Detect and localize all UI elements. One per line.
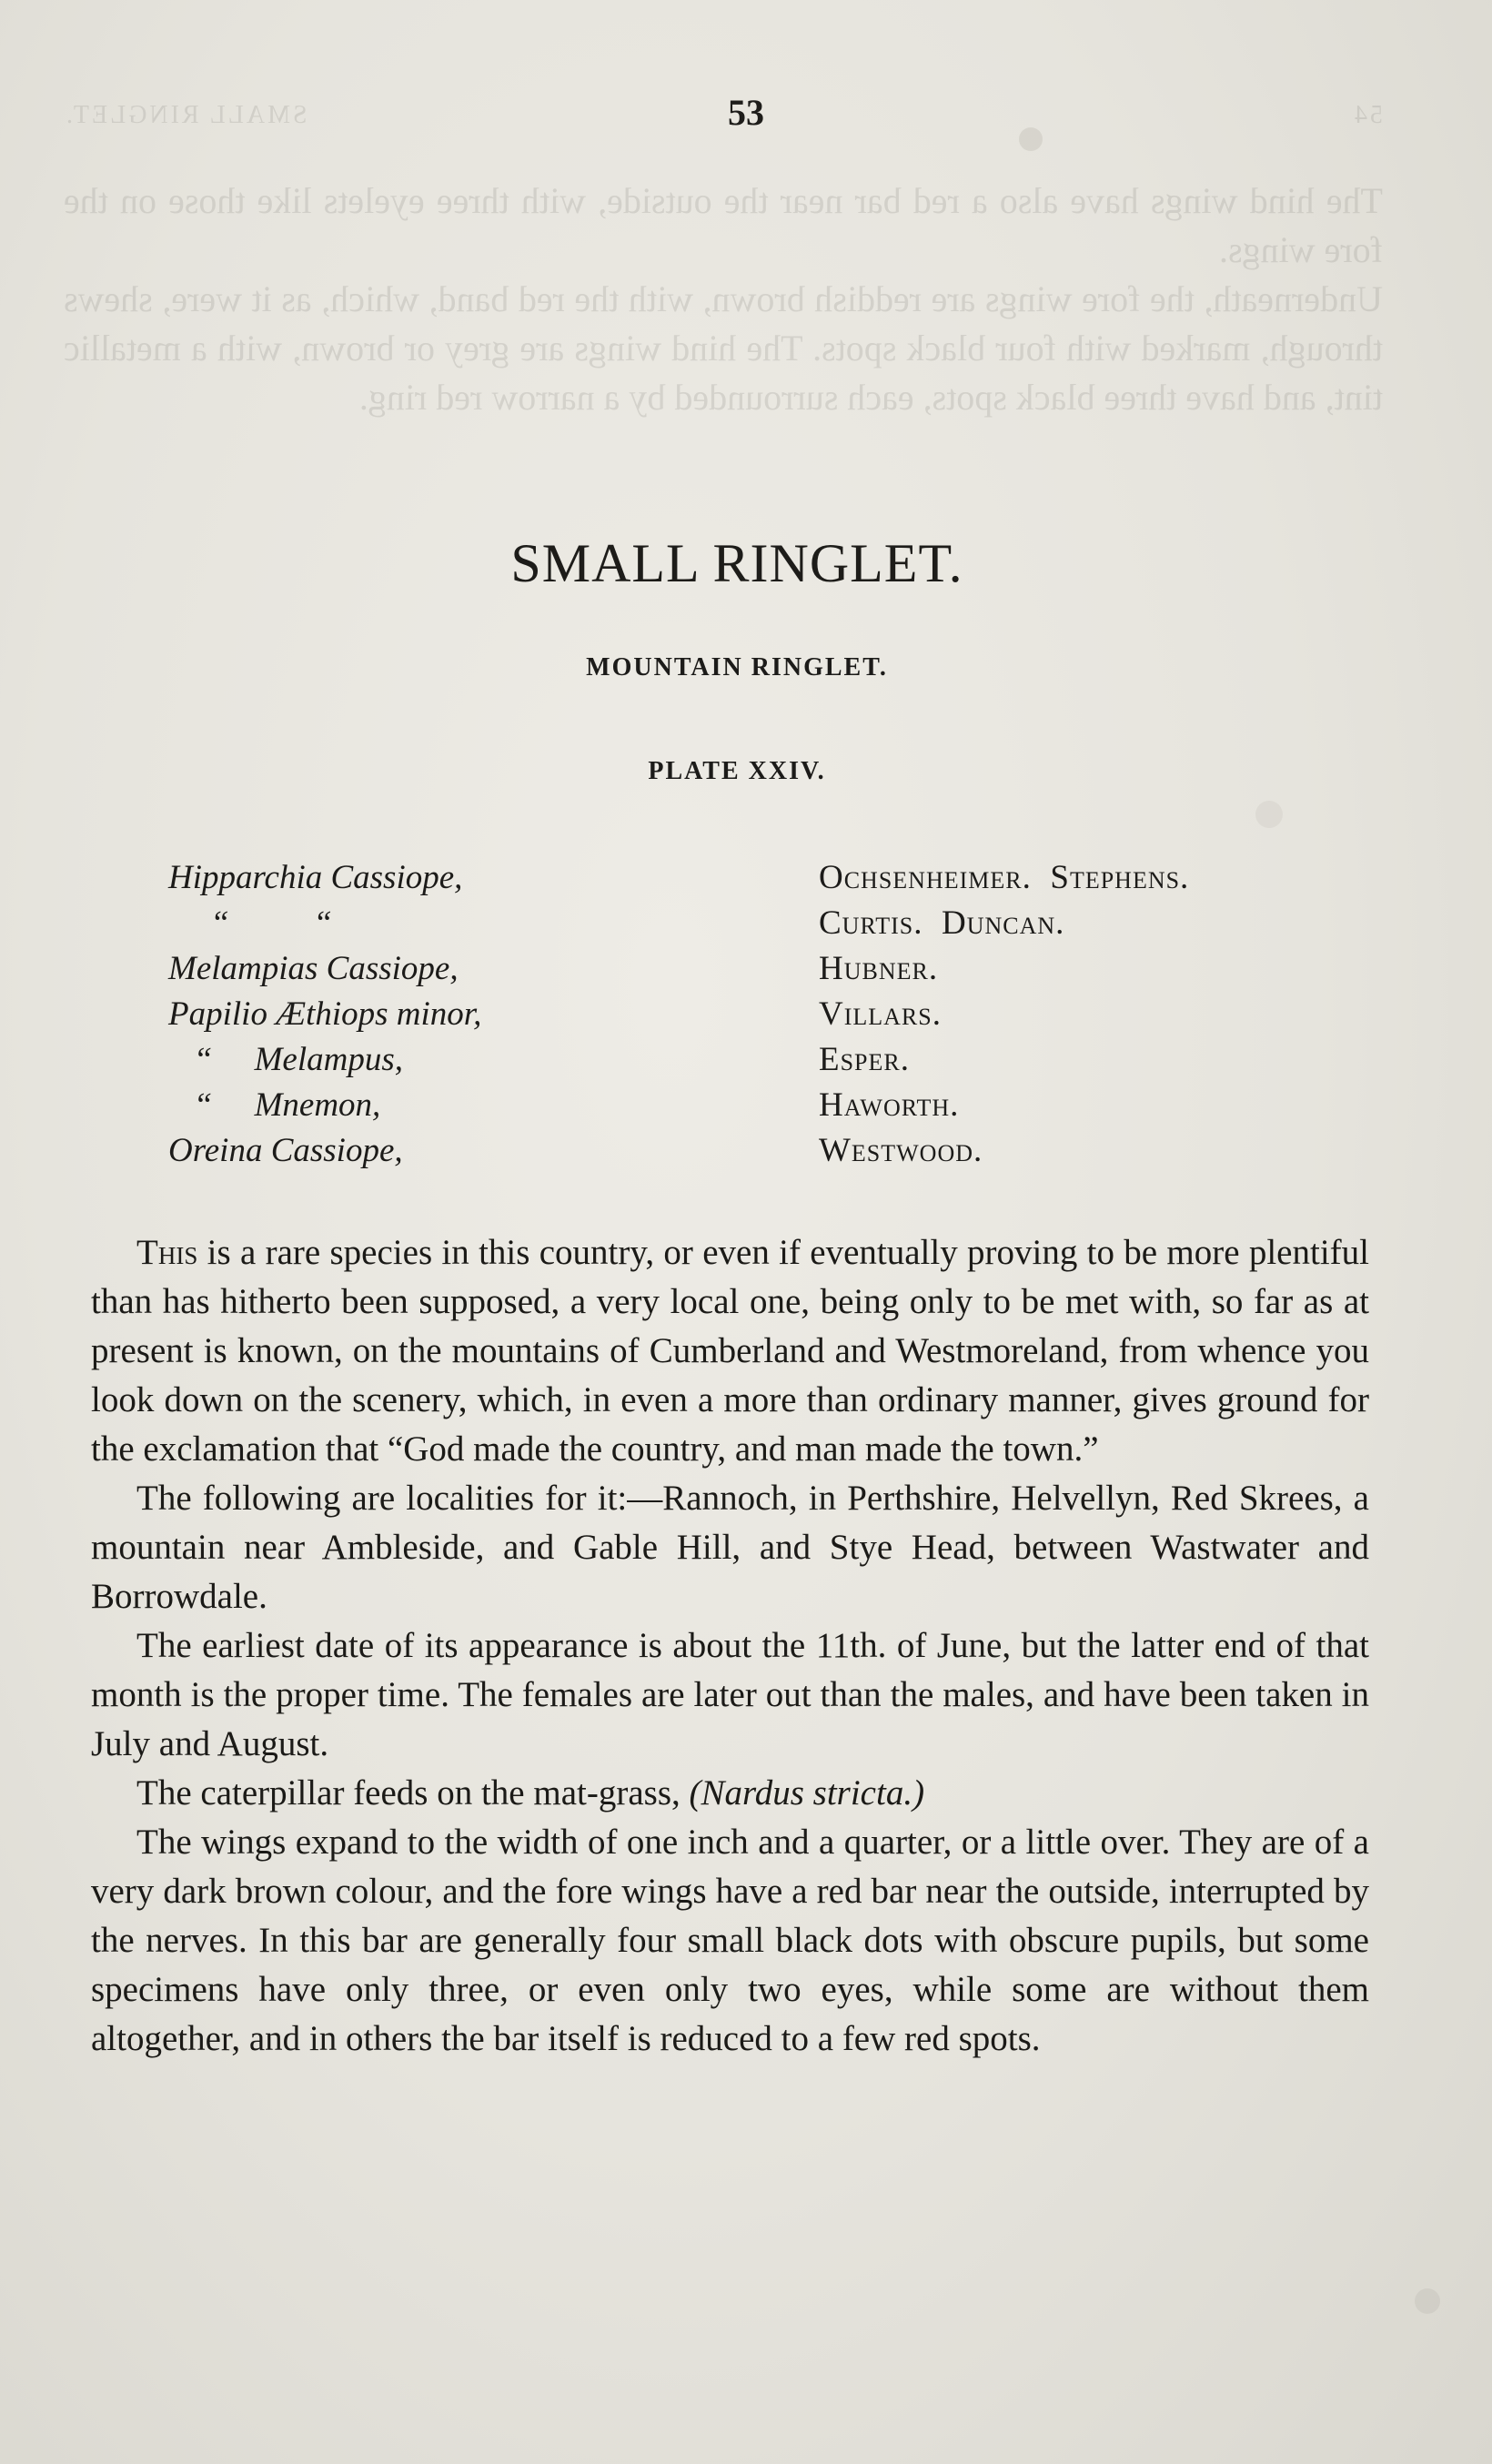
synonym-row	[168, 946, 1351, 992]
paragraph	[91, 1228, 1369, 1474]
synonym-authority: Esper.	[819, 1041, 910, 1078]
synonym-row	[168, 1037, 1351, 1083]
synonym-name: Oreina Cassiope,	[168, 1132, 403, 1169]
plate-label: PLATE XXIV.	[648, 757, 826, 785]
page-number: 53	[728, 92, 764, 133]
subtitle: MOUNTAIN RINGLET.	[586, 653, 888, 682]
paper-spot	[1255, 801, 1283, 828]
synonym-authority: Haworth.	[819, 1086, 960, 1124]
page-title: SMALL RINGLET.	[510, 533, 963, 593]
synonym-name: “ Mnemon,	[168, 1086, 381, 1124]
synonym-list	[168, 855, 1351, 1174]
paragraph: The wings expand to the width of one inch and a quarter, or a little over. They are of a very dark brown colour, and the fore wings have a red bar near the outside, interrupted by the nerves. In this bar are generally four small black dots with obscure pupils, but some specimens have only three, or even only two eyes, while some are without them altogether, and in others the bar itself is reduced to a few red spots.	[91, 1823, 1369, 2058]
latin-name: (Nardus stricta.)	[689, 1773, 925, 1813]
paragraph	[91, 1769, 1369, 1818]
show-through-text: 54 SMALL RINGLET. The hind wings have also a red bar near the outside, with three eyelets like those on the fore wings. Underneath, the fore wings are reddish brown, with the red band, which, as it were, shews through, marked with four black spots. The hind wings are grey or brown, with a metallic tint, and have three black spots, each surrounded by a narrow red ring.	[64, 101, 1383, 418]
synonym-name: Papilio Æthiops minor,	[168, 995, 482, 1033]
paragraph: The following are localities for it:—Rannoch, in Perthshire, Helvellyn, Red Skrees, a mountain near Ambleside, and Gable Hill, and Stye Head, between Wastwater and Borrowdale.	[91, 1479, 1369, 1616]
paragraph-text: The caterpillar feeds on the mat-grass,	[136, 1773, 690, 1813]
synonym-authority: Hubner.	[819, 950, 939, 987]
paragraph: The earliest date of its appearance is about the 11th. of June, but the latter end of that month is the proper time. The females are later out than the males, and have been taken in July and August.	[91, 1626, 1369, 1763]
drop-lead-word: This	[136, 1233, 198, 1272]
synonym-row	[168, 992, 1351, 1037]
synonym-name: Melampias Cassiope,	[168, 950, 459, 987]
synonym-row	[168, 1083, 1351, 1128]
synonym-row	[168, 1128, 1351, 1174]
synonym-authority: Villars.	[819, 995, 942, 1033]
synonym-row	[168, 855, 1351, 901]
synonym-authority: Westwood.	[819, 1132, 983, 1169]
synonym-row	[168, 901, 1351, 946]
paragraph-text: is a rare species in this country, or even if eventually proving to be more plentiful than has hitherto been supposed, a very local one, being only to be met with, so far as at present is known, on the mountains of Cumberland and Westmoreland, from whence you look down on the scenery, which, in even a more than ordinary manner, gives ground for the exclamation that “God made the country, and man made the town.”	[91, 1233, 1369, 1469]
body-text	[91, 1228, 1369, 2064]
synonym-name: “ Melampus,	[168, 1041, 403, 1078]
paper-spot	[1415, 2288, 1440, 2314]
synonym-name: “ “	[168, 904, 332, 942]
synonym-authority: Ochsenheimer. Stephens.	[819, 859, 1190, 896]
synonym-authority: Curtis. Duncan.	[819, 904, 1065, 942]
synonym-name: Hipparchia Cassiope,	[168, 859, 463, 896]
